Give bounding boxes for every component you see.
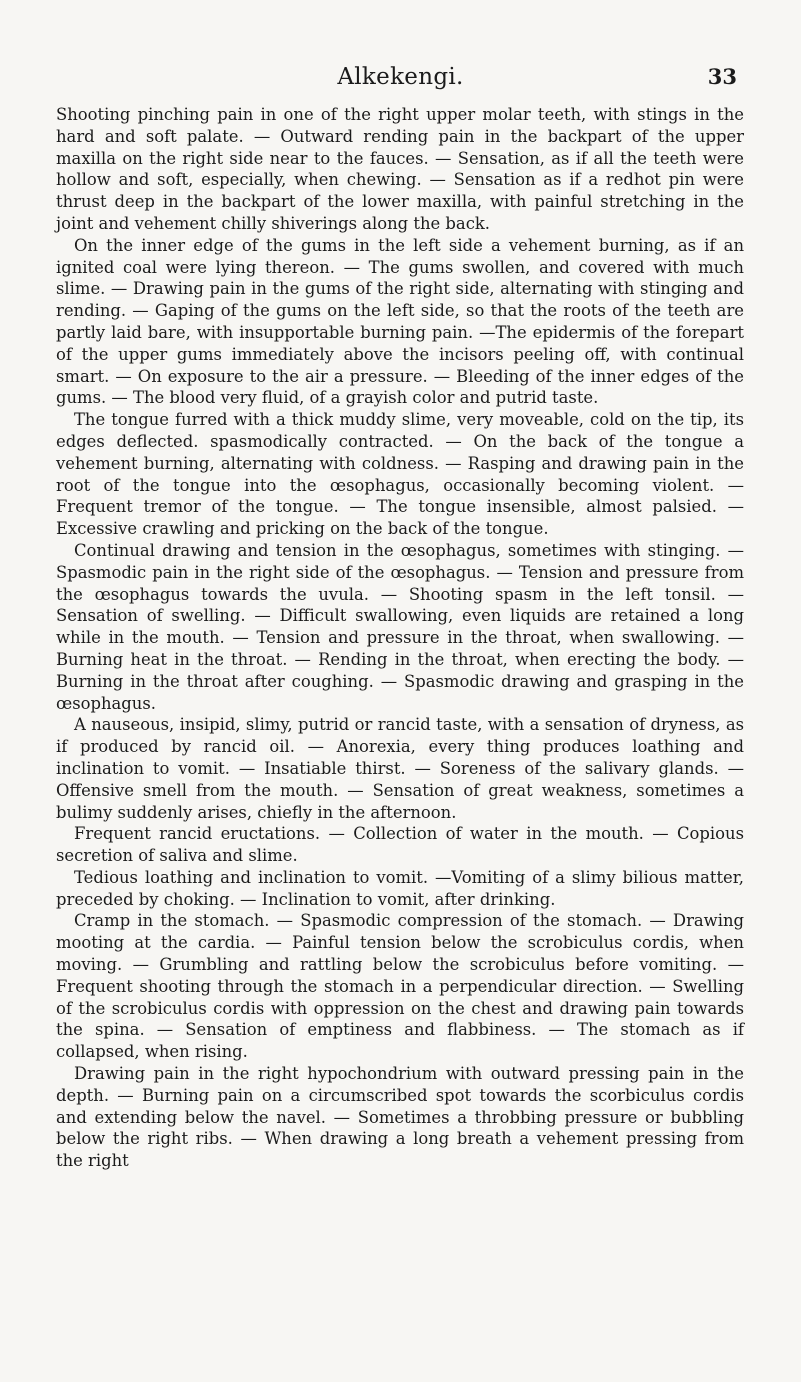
paragraph-hypochondrium: Drawing pain in the right hypochondrium with outward pressing pain in the depth. — Burning pain on a circumscribed spot towards the scorbiculus cordis and extending below the navel. — Sometimes a throbbing pressure or bubbling below the right ribs. — When drawing a long breath a vehement pressing from the right [56, 1064, 744, 1171]
paragraph-tongue: The tongue furred with a thick muddy slime, very moveable, cold on the tip, its edges deflected. spasmodically contracted. — On the back of the tongue a vehement burning, alternating with coldness. — Rasping and drawing pain in the root of the tongue into the œsophagus, occasionally becoming violent. — Frequent tremor of the tongue. — The tongue insensible, almost palsied. — Excessive crawling and pricking on the back of the tongue. [56, 410, 744, 539]
paragraph-stomach: Cramp in the stomach. — Spasmodic compression of the stomach. — Drawing mooting at the cardia. — Painful tension below the scrobiculus cordis, when moving. — Grumbling and rattling below the scrobiculus before vomiting. — Frequent shooting through the stomach in a perpendicular direction. — Swelling of the scrobiculus cordis with oppression on the chest and drawing pain towards the spina. — Sensation of emptiness and flabbiness. — The stomach as if collapsed, when rising. [56, 911, 744, 1062]
page-number: 33 [707, 64, 737, 89]
paragraph-oesophagus: Continual drawing and tension in the œsophagus, sometimes with stinging. — Spasmodic pain in the right side of the œsophagus. — Tension and pressure from the œsophagus towards the uvula. — Shooting spasm in the left tonsil. — Sensation of swelling. — Difficult swallowing, even liquids are retained a long while in the mouth. — Tension and pressure in the throat, when swallowing. — Burning heat in the throat. — Rending in the throat, when erecting the body. — Burning in the throat after coughing. — Spasmodic drawing and grasping in the œsophagus. [56, 540, 744, 713]
paragraph-vomiting: Tedious loathing and inclination to vomit. —Vomiting of a slimy bilious matter, preceded by choking. — Inclination to vomit, after drinking. [56, 867, 744, 909]
running-title: Alkekengi. [337, 64, 464, 90]
body-text [56, 104, 744, 1172]
paragraph-taste: A nauseous, insipid, slimy, putrid or rancid taste, with a sensation of dryness, as if produced by rancid oil. — Anorexia, every thing produces loathing and inclination to vomit. — Insatiable thirst. — Soreness of the salivary glands. — Offensive smell from the mouth. — Sensation of great weakness, sometimes a bulimy suddenly arises, chiefly in the afternoon. [56, 715, 744, 822]
running-header [0, 64, 801, 98]
paragraph-gums: On the inner edge of the gums in the left side a vehement burning, as if an ignited coal were lying thereon. — The gums swollen, and covered with much slime. — Drawing pain in the gums of the right side, alternating with stinging and rending. — Gaping of the gums on the left side, so that the roots of the teeth are partly laid bare, with insupportable burning pain. —The epidermis of the forepart of the upper gums immediately above the incisors peeling off, with continual smart. — On exposure to the air a pressure. — Bleeding of the inner edges of the gums. — The blood very fluid, of a grayish color and putrid taste. [56, 235, 744, 408]
paragraph-molar-teeth: Shooting pinching pain in one of the right upper molar teeth, with stings in the hard and soft palate. — Outward rending pain in the backpart of the upper maxilla on the right side near to the fauces. — Sensation, as if all the teeth were hollow and soft, especially, when chewing. — Sensation as if a redhot pin were thrust deep in the backpart of the lower maxilla, with painful stretching in the joint and vehement chilly shiverings along the back. [56, 105, 744, 233]
paragraph-eructations: Frequent rancid eructations. — Collection of water in the mouth. — Copious secretion of saliva and slime. [56, 824, 744, 866]
